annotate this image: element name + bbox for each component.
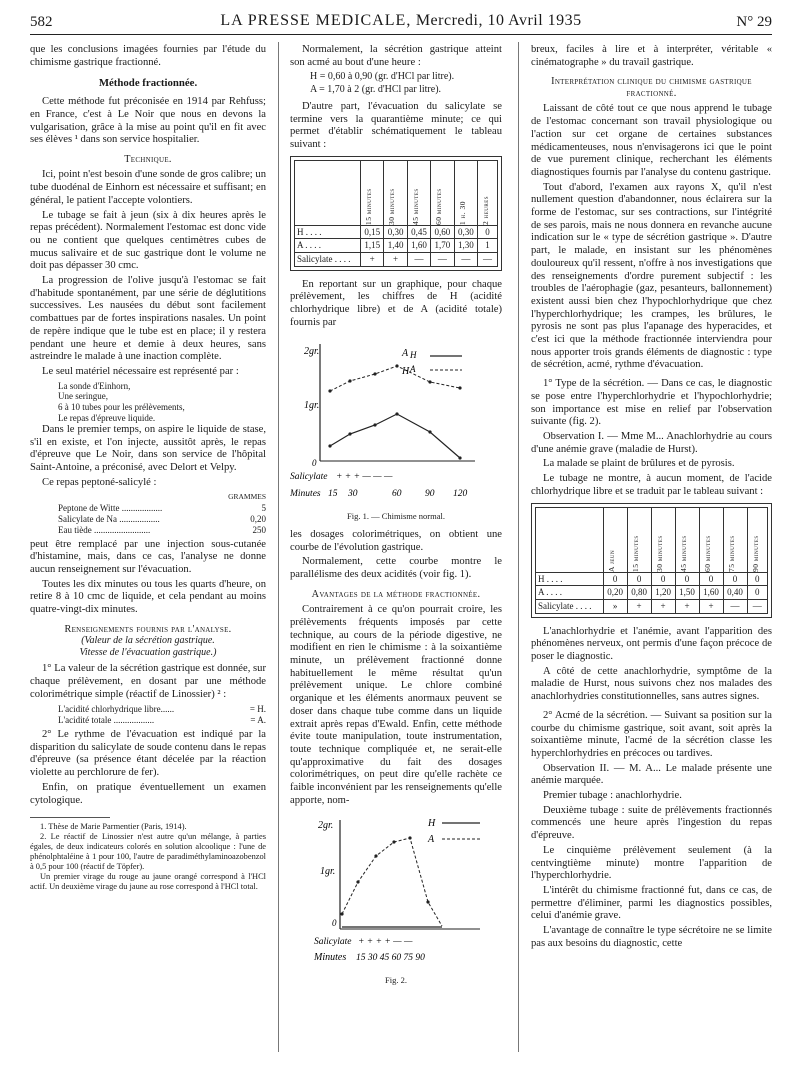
tick-labels: 15 30 45 60 75 90	[356, 952, 425, 963]
table-column-header	[627, 507, 651, 572]
curve-h	[330, 414, 460, 458]
data-point	[428, 380, 431, 383]
table-cell: 0	[478, 225, 498, 239]
paragraph: Toutes les dix minutes ou tous les quarts d'heure, on retire 8 à 10 cmc de liquide, et cela pendant au moins quatre-vingt-dix minutes.	[30, 578, 266, 616]
table-cell: 1,15	[360, 239, 383, 253]
acidity-row	[58, 704, 266, 715]
y-label-2gr: 2gr.	[318, 819, 334, 831]
legend-label-a: A	[410, 363, 416, 374]
paragraph: L'anachlorhydrie et l'anémie, avant l'apparition des phénomènes nerveux, ont permis d'une façon précoce de poser le diagnostic.	[531, 625, 772, 663]
table-cell: —	[454, 253, 477, 267]
table-cell: +	[360, 253, 383, 267]
paragraph: En reportant sur un graphique, pour chaque prélèvement, les chiffres de H (acidité chlorhydrique libre) et de A (acidité totale) fournis par	[290, 278, 502, 328]
table-cell: 0,20	[603, 586, 627, 600]
table-column-header	[454, 160, 477, 225]
data-point	[328, 389, 331, 392]
formula: A = 1,70 à 2 (gr. d'HCl par litre).	[310, 84, 442, 96]
section-heading: Interprétation clinique du chimisme gastrique fractionné.	[551, 76, 752, 99]
column-3	[531, 44, 772, 952]
footnote: 1. Thèse de Marie Parmentier (Paris, 1914).	[40, 822, 187, 832]
recipe-item: Salicylate de Na ..................	[58, 513, 160, 524]
table-cell: +	[627, 599, 651, 613]
figure-2-caption: Fig. 2.	[385, 975, 407, 986]
recipe-row	[58, 503, 266, 514]
footnotes	[30, 822, 266, 892]
table-cell: —	[407, 253, 430, 267]
figure-2	[290, 814, 502, 987]
journal-title	[30, 12, 772, 30]
table-cell: »	[603, 599, 627, 613]
column-header-text: 30 minutes	[387, 188, 397, 225]
table-cell: 0	[651, 572, 675, 586]
data-point	[356, 880, 359, 883]
table-header-row	[536, 507, 768, 572]
list-item: La sonde d'Einhorn,	[58, 380, 131, 391]
paragraph: 2° Le rythme de l'évacuation est indiqué par la disparition du salicylate de soude contenu dans le repas d'épreuve (sa présence étant décelée par la réaction violette au perchlorure de fer).	[30, 728, 266, 779]
table-column-header	[407, 160, 430, 225]
table-cell: 1,20	[651, 586, 675, 600]
paragraph: Deuxième tubage : suite de prélèvements fractionnés commencés une heure après l'ingestion du repas d'épreuve.	[531, 804, 772, 842]
data-point	[458, 386, 461, 389]
tick-label: 30	[348, 488, 358, 499]
column-header-text: 2 heures	[481, 195, 491, 225]
section-heading: Renseignements fournis par l'analyse.	[64, 623, 232, 635]
column-header-text: 75 minutes	[726, 534, 736, 572]
paragraph: Contrairement à ce qu'on pourrait croire, les prélèvements fréquents imposés par cette technique, au cours de la période digestive, ne modifient en rien le chimisme : à la soixantième minute, un prélèvement fractionné donne habituellement le même résultat qu'un prélèvement unique. Le chlore combiné organique et les éléments anormaux peuvent se doser dans chaque tube comme dans un liquide extrait après repas d'Ewald. Enfin, cette méthode évite toute manipulation, toute instrumentation, toute technique compliquée et, ne serait-elle qu'approximative du fait des dosages colorimétriques, on peut dire qu'elle rachète ce faible inconvénient par les renseignements qu'elle apporte, nom-	[290, 604, 502, 806]
formula: H = 0,60 à 0,90 (gr. d'HCl par litre).	[310, 71, 455, 83]
table-cell: 0	[699, 572, 723, 586]
paragraph: D'autre part, l'évacuation du salicylate se termine vers la quarantième minute; ce qui permet d'établir schématiquement le tableau suivant :	[290, 100, 502, 150]
paragraph: les dosages colorimétriques, on obtient une courbe de l'évolution gastrique.	[290, 528, 502, 553]
issue-number: N° 29	[736, 14, 772, 30]
figure-2-chart	[290, 814, 502, 970]
recipe-list	[30, 492, 266, 535]
issue-date: Mercredi, 10 Avril 1935	[415, 12, 582, 29]
y-label-0: 0	[332, 917, 337, 928]
column-header-text: 15 minutes	[630, 534, 640, 572]
table-row	[295, 239, 498, 253]
tick-label: 60	[392, 488, 402, 499]
data-point	[373, 423, 376, 426]
paragraph: Laissant de côté tout ce que nous apprend le tubage de l'estomac concernant son travail physiologique ou l'action sur cet organe de certaines substances médicamenteuses, nous n'envisagerons ici que le point de vue purement clinique, recherchant les éléments diagnostiques fournis par l'analyse du contenu gastrique.	[531, 103, 772, 178]
table-cell: +	[699, 599, 723, 613]
row-label: Salicylate . . . .	[536, 599, 604, 613]
table-column-header	[651, 507, 675, 572]
paragraph: La malade se plaint de brûlures et de pyrosis.	[543, 458, 735, 470]
observation-table-box	[531, 503, 772, 618]
paragraph: 1° La valeur de la sécrétion gastrique est donnée, sur chaque prélèvement, en dosant par une méthode colorimétrique simple (réactif de Linossier) ² :	[30, 663, 266, 700]
data-point	[348, 379, 351, 382]
legend-label-h: H	[410, 349, 417, 360]
table-column-header	[675, 507, 699, 572]
table-column-header	[384, 160, 407, 225]
y-label-1gr: 1gr.	[320, 865, 336, 877]
material-list	[30, 381, 266, 424]
recipe-value: 0,20	[250, 513, 266, 524]
paragraph: Normalement, cette courbe montre le parallélisme des deux acidités (voir fig. 1).	[290, 556, 502, 581]
page-number: 582	[30, 14, 53, 30]
legend-label-h: H	[428, 817, 436, 829]
column-rule-2	[518, 42, 519, 1052]
footnote: 2. Le réactif de Linossier n'est autre qu'un mélange, à parties égales, de deux indicateurs colorés en solution alcoolique : l'une de phénolphtaléine à 1 pour 100, l'autre de paradiméthylaminoazobenzol à 0,5 pour 100 (réactif de Töpfer).	[30, 832, 266, 872]
data-points	[340, 836, 429, 915]
data-point	[328, 444, 331, 447]
table-cell: —	[747, 599, 767, 613]
column-2	[290, 44, 502, 993]
table-cell: +	[384, 253, 407, 267]
footnote: Un premier virage du rouge au jaune orangé correspond à l'HCl actif. Un deuxième virage du jaune au rose correspond à l'HCl total.	[30, 872, 266, 892]
paragraph: L'avantage de connaître le type sécrétoire ne se limite pas aux besoins du diagnostic, cette	[531, 925, 772, 949]
table-column-header	[699, 507, 723, 572]
column-header-text: 60 minutes	[434, 188, 444, 225]
table-corner	[295, 160, 361, 225]
table-cell: —	[723, 599, 747, 613]
salicylate-values: + + + — — —	[336, 471, 393, 482]
table-cell: 0	[603, 572, 627, 586]
acidity-list	[30, 704, 266, 726]
column-header-text: A jeun	[606, 549, 616, 572]
unit-label: GRAMMES	[228, 492, 266, 502]
acidity-row	[58, 715, 266, 726]
paragraph: Le cinquième prélèvement seulement (à la centvingtième minute) montre l'apparition de l'hyperchlorhydrie.	[531, 844, 772, 882]
table-cell: —	[431, 253, 454, 267]
tick-label: 120	[453, 488, 468, 499]
data-point	[426, 900, 429, 903]
table-column-header	[360, 160, 383, 225]
table-cell: 0,15	[360, 225, 383, 239]
table-row	[536, 586, 768, 600]
column-1	[30, 44, 266, 892]
table-cell: 0,60	[431, 225, 454, 239]
row-label: Salicylate . . . .	[295, 253, 361, 267]
minutes-label: Minutes	[290, 488, 321, 499]
data-point	[348, 432, 351, 435]
table-cell: 0,30	[384, 225, 407, 239]
data-point	[392, 840, 395, 843]
table-column-header	[478, 160, 498, 225]
minutes-label: Minutes	[314, 951, 347, 963]
paragraph: A côté de cette anachlorhydrie, symptôme de la maladie de Hurst, nous suivons chez nos malades des anachlorhydries constitutionnelles, sans autres signes.	[531, 665, 772, 703]
table-corner	[536, 507, 604, 572]
recipe-row	[58, 525, 266, 536]
recipe-item: Peptone de Witte ..................	[58, 503, 163, 514]
table-cell: —	[478, 253, 498, 267]
paragraph: Normalement, la sécrétion gastrique atteint son acmé au bout d'une heure :	[290, 44, 502, 68]
table-cell: 1,30	[454, 239, 477, 253]
table-cell: 0	[723, 572, 747, 586]
data-point	[428, 430, 431, 433]
journal-name: LA PRESSE MEDICALE,	[220, 12, 412, 29]
legend-label-a: A	[428, 833, 435, 845]
row-label: H . . . .	[295, 225, 361, 239]
observation-1-table	[535, 507, 768, 614]
paragraph: La progression de l'olive jusqu'à l'estomac se fait d'habitude spontanément, par une série de déglutitions successives. Les nausées du début sont facilement combattues par de fortes inspirations nasales. Un point de repère indique que le tube est en place; il y restera pendant une heure et demie à deux heures, sans astreindre le malade à une inaction complète.	[30, 275, 266, 363]
column-rule-1	[278, 42, 279, 1052]
table-cell: 0	[627, 572, 651, 586]
salicylate-label: Salicylate	[314, 936, 352, 947]
paragraph: Cette méthode fut préconisée en 1914 par Rehfuss; en France, c'est à Le Noir que nous en devons la vulgarisation, grâce à la mise au point qu'il en fit avec ses élèves ¹ dans son service hospitalier.	[30, 96, 266, 146]
salicylate-label: Salicylate	[290, 471, 328, 482]
y-label-0: 0	[312, 457, 317, 468]
list-item: Une seringue,	[58, 391, 108, 402]
table-row	[536, 572, 768, 586]
paragraph: 1° Type de la sécrétion. — Dans ce cas, le diagnostic se pose entre l'hyperchlorhydrie et l'hypochlorhydrie; son importance est mise en relief par l'observation suivante (fig. 2).	[531, 378, 772, 428]
table-cell: 0	[675, 572, 699, 586]
acidity-label: L'acidité totale ..................	[58, 715, 155, 726]
paragraph: Le tubage ne montre, à aucun moment, de l'acide chlorhydrique libre et se traduit par le tableau suivant :	[531, 473, 772, 497]
data-point	[374, 854, 377, 857]
table-column-header	[723, 507, 747, 572]
table-cell: 0,45	[407, 225, 430, 239]
paragraph: Enfin, on pratique éventuellement un examen cytologique.	[30, 781, 266, 806]
paragraph: Ici, point n'est besoin d'une sonde de gros calibre; un tube duodénal de Einhorn est nécessaire et suffisant; en général, le patient l'accepte volontiers.	[30, 169, 266, 206]
salicylate-values: + + + + — —	[358, 936, 413, 947]
data-point	[340, 912, 343, 915]
acidity-label: L'acidité chlorhydrique libre......	[58, 704, 175, 715]
curve-label-h: H	[402, 365, 410, 377]
table-cell: +	[651, 599, 675, 613]
paragraph: Observation I. — Mme M... Anachlorhydrie au cours d'une anémie grave (maladie de Hurst).	[531, 430, 772, 455]
data-point	[395, 412, 398, 415]
recipe-value: 5	[261, 503, 266, 514]
acidity-symbol: = H.	[249, 704, 266, 715]
paragraph: Ce repas peptoné-salicylé :	[42, 476, 157, 488]
curve-label-a: A	[402, 347, 409, 359]
recipe-item: Eau tiède .........................	[58, 524, 151, 535]
section-heading: Technique.	[124, 153, 172, 165]
y-label-1gr: 1gr.	[304, 399, 320, 411]
footnote-rule	[30, 817, 110, 818]
figure-1-chart	[290, 336, 502, 506]
table-column-header	[431, 160, 454, 225]
paragraph: peut être remplacé par une injection sous-cutanée d'histamine, mais, dans ce cas, l'analyse ne donne aucun renseignement sur l'évacuation.	[30, 538, 266, 575]
normal-chimisme-table	[294, 160, 498, 267]
table-cell: 0	[747, 586, 767, 600]
paragraph: Le seul matériel nécessaire est représenté par :	[42, 365, 239, 377]
table-cell: 1,60	[407, 239, 430, 253]
figure-1-caption: Fig. 1. — Chimisme normal.	[347, 511, 445, 522]
data-point	[395, 364, 398, 367]
table-cell: 0,80	[627, 586, 651, 600]
column-header-text: 60 minutes	[702, 534, 712, 572]
paragraph: Premier tubage : anachlorhydrie.	[543, 790, 682, 802]
column-header-text: 45 minutes	[410, 188, 420, 225]
row-label: A . . . .	[295, 239, 361, 253]
row-label: A . . . .	[536, 586, 604, 600]
paragraph: L'intérêt du chimisme fractionné fut, dans ce cas, de permettre d'éliminer, parmi les diagnostics possibles, celui d'anémie grave.	[531, 884, 772, 922]
data-point	[373, 372, 376, 375]
paragraph: Tout d'abord, l'examen aux rayons X, qu'il n'est nullement question d'abandonner, nous éclairera sur la forme de l'estomac, sur ses contractions, sur l'intégrité de ses parois, mais ne nous donnera en revanche aucune indication sur le « type de sécrétion gastrique ». D'autre part, le malade, en insistant sur les phénomènes douloureux qu'il ressent, n'offre à nos investigations que des renseignements d'ordre purement subjectif : les troubles de l'aérophagie (gaz, pesanteurs, ballonnement) existent aussi bien chez l'hypochlorhydrique que chez l'hyperchlorhydrique; les crampes, les brûlures, le pyrosis ne sont pas plus l'apanage des hyperacides, et c'est ici que la méthode fractionnée interviendra pour nous apporter trois grands éléments de diagnostic : type de sécrétion, acmé, rythme d'évacuation.	[531, 181, 772, 371]
table-cell: +	[675, 599, 699, 613]
tick-label: 15	[328, 488, 338, 499]
paragraph: Dans le premier temps, on aspire le liquide de stase, s'il en existe, et l'on injecte, aussitôt après, le repas d'épreuve que Le Noir, dans son service de l'hôpital Saint-Antoine, a préconisé, avec Delort et Velpy.	[30, 423, 266, 473]
table-row	[295, 225, 498, 239]
recipe-value: 250	[252, 524, 266, 535]
section-heading: Avantages de la méthode fractionnée.	[311, 588, 481, 600]
paragraph: 2° Acmé de la sécrétion. — Suivant sa position sur la courbe du chimisme gastrique, soit avant, soit après la soixantième minute, l'acmé de la sécrétion classe les hyperchlorhydries en précoces ou tardives.	[531, 709, 772, 759]
table-cell: 1,60	[699, 586, 723, 600]
recipe-row	[58, 514, 266, 525]
table-cell: 1	[478, 239, 498, 253]
data-point	[408, 836, 411, 839]
row-label: H . . . .	[536, 572, 604, 586]
page-header	[30, 12, 772, 35]
paragraph: Observation II. — M. A... Le malade présente une anémie marquée.	[531, 762, 772, 787]
table-row	[295, 253, 498, 267]
tick-label: 90	[425, 488, 435, 499]
table-cell: 1,70	[431, 239, 454, 253]
table-cell: 0,30	[454, 225, 477, 239]
data-point	[458, 456, 461, 459]
list-item: 6 à 10 tubes pour les prélèvements,	[58, 402, 185, 413]
table-cell: 1,40	[384, 239, 407, 253]
table-cell: 0,40	[723, 586, 747, 600]
acidity-symbol: = A.	[250, 715, 266, 726]
section-heading: Méthode fractionnée.	[98, 77, 198, 90]
y-label-2gr: 2gr.	[304, 345, 320, 357]
table-row	[536, 599, 768, 613]
column-header-text: 30 minutes	[654, 534, 664, 572]
column-header-text: 15 minutes	[363, 188, 373, 225]
normal-table-box	[290, 156, 502, 271]
column-header-text: 90 minutes	[750, 534, 760, 572]
table-column-header	[603, 507, 627, 572]
table-cell: 0	[747, 572, 767, 586]
table-header-row	[295, 160, 498, 225]
list-item: Le repas d'épreuve liquide.	[58, 413, 156, 424]
column-header-text: 1 h. 30	[457, 200, 467, 225]
table-column-header	[747, 507, 767, 572]
paragraph: breux, faciles à lire et à interpréter, véritable « cinématographe » du travail gastrique.	[531, 44, 772, 68]
figure-1	[290, 336, 502, 523]
section-subheading: (Valeur de la sécrétion gastrique.	[81, 635, 215, 647]
paragraph: que les conclusions imagées fournies par l'étude du chimisme gastrique fractionné.	[30, 44, 266, 68]
section-subheading: Vitesse de l'évacuation gastrique.)	[79, 646, 217, 658]
data-points	[328, 364, 461, 459]
table-cell: 1,50	[675, 586, 699, 600]
paragraph: Le tubage se fait à jeun (six à dix heures après le repas précédent). Normalement l'estomac est donc vide ou ne contient que quelques centimètres cubes de mucus salivaire et de suc gastrique dont le volume ne doit pas dépasser 30 cmc.	[30, 209, 266, 272]
column-header-text: 45 minutes	[678, 534, 688, 572]
